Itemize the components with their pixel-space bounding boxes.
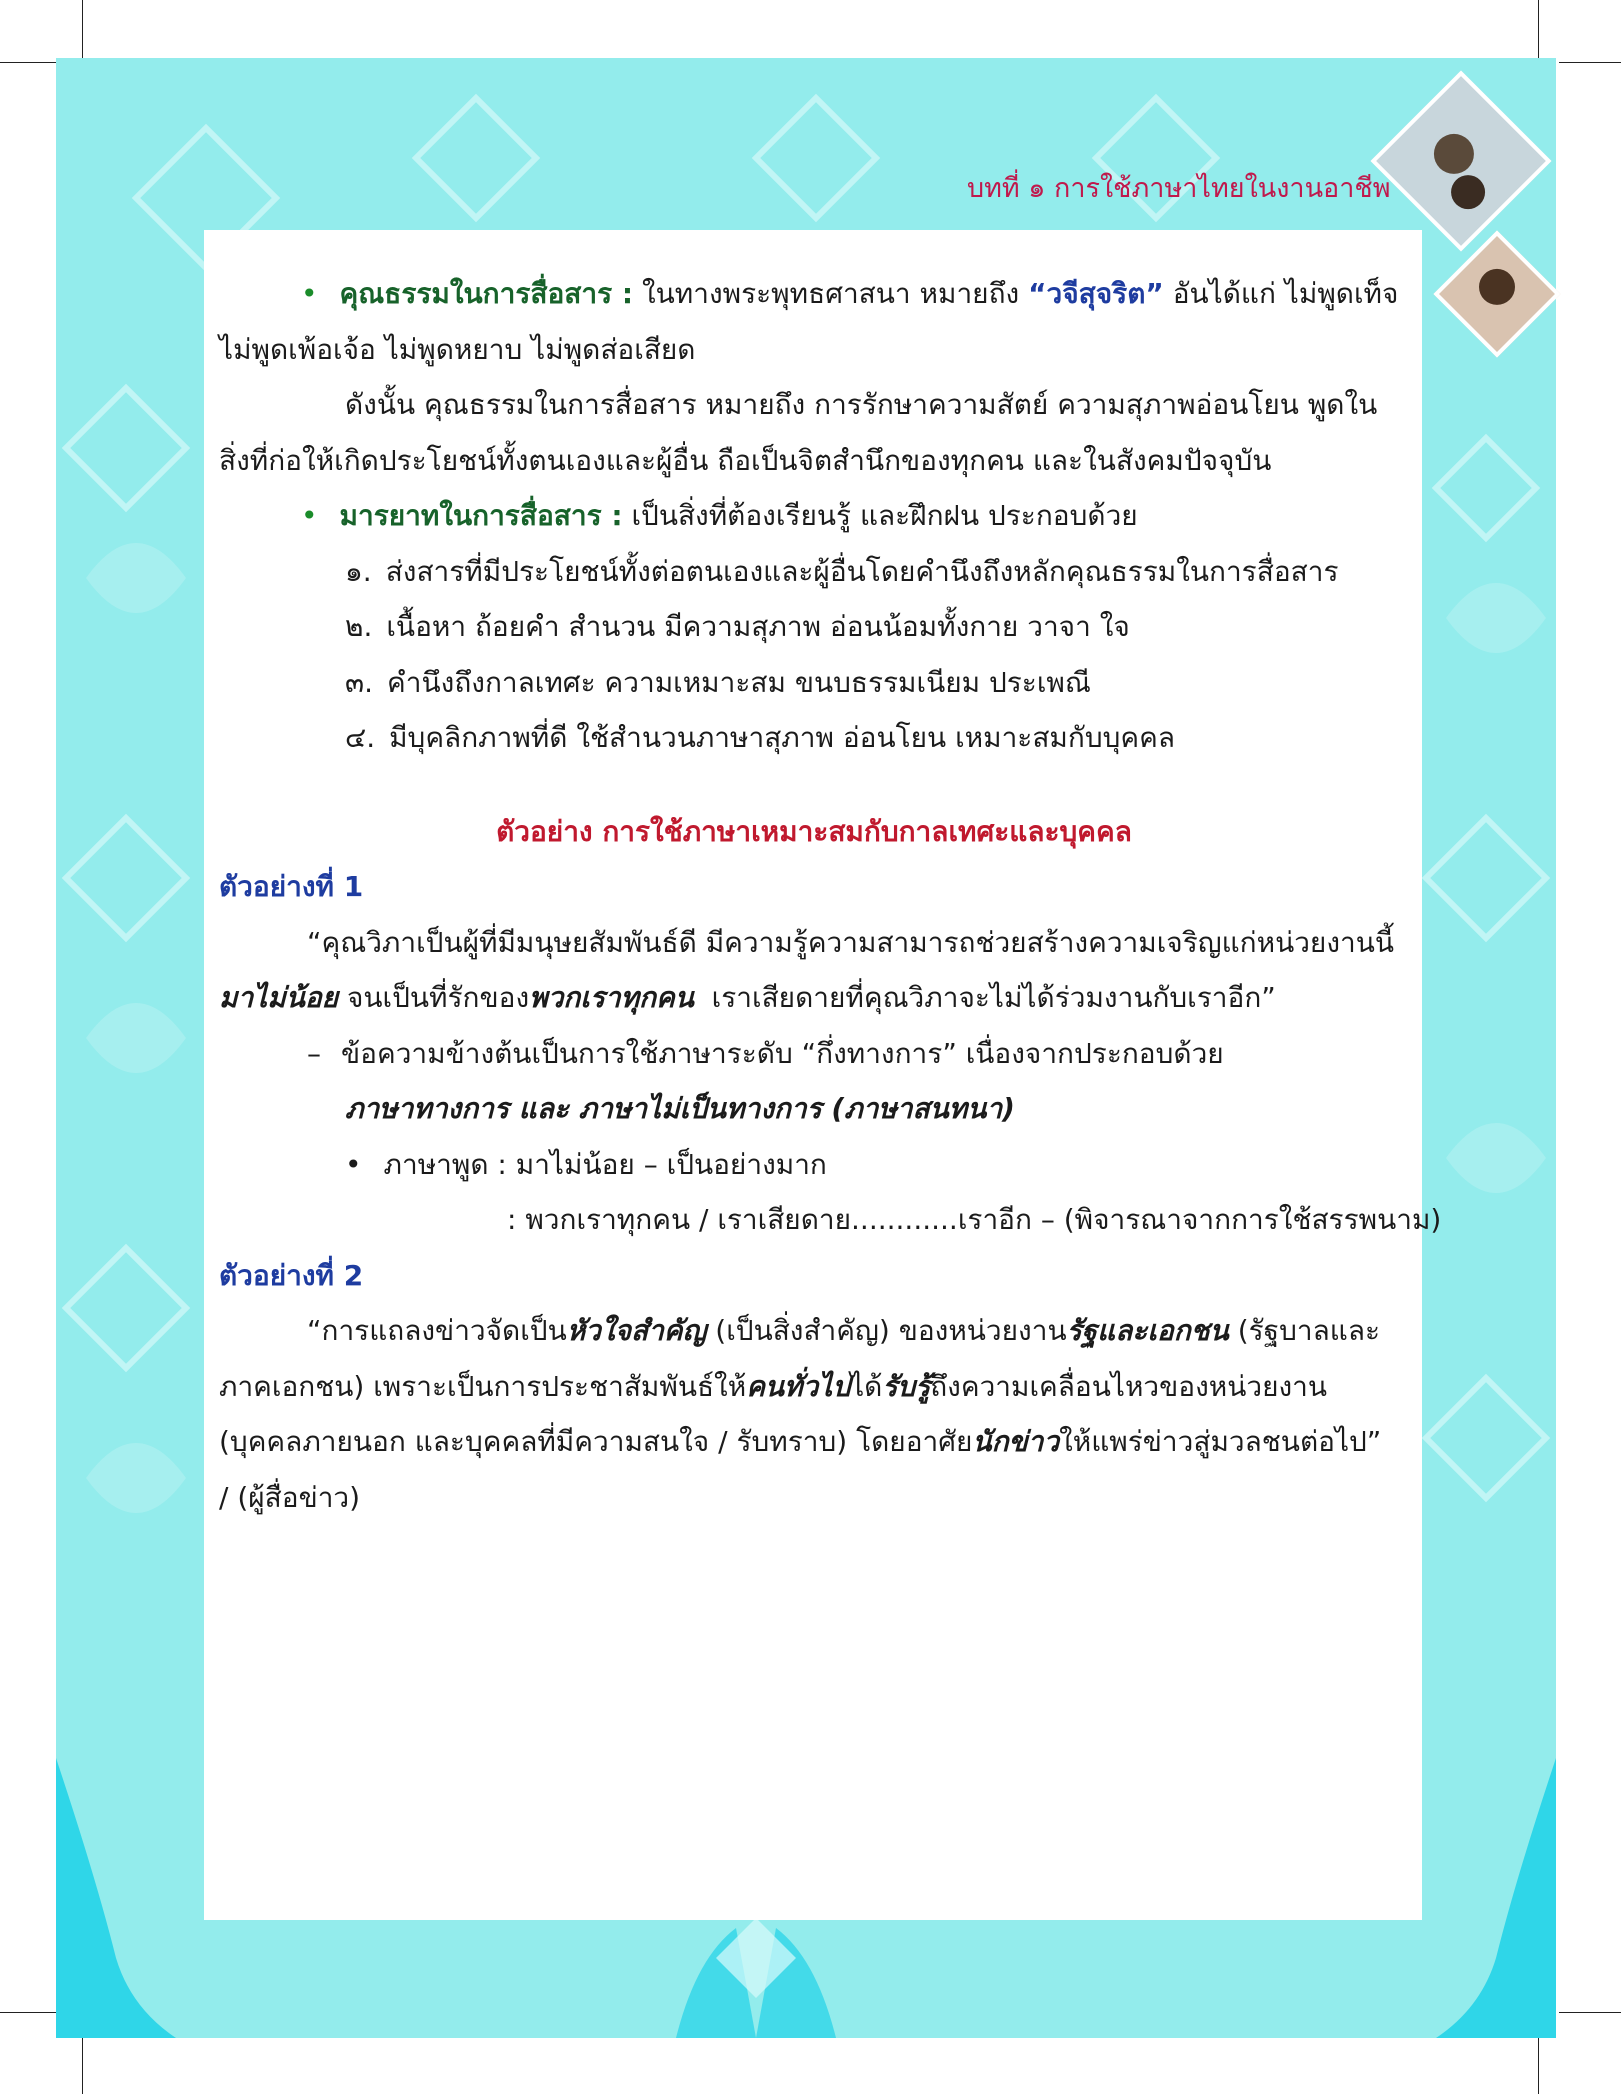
- virtue-paragraph-line-1: ดังนั้น คุณธรรมในการสื่อสาร หมายถึง การรักษาความสัตย์ ความสุภาพอ่อนโยน พูดใน: [345, 388, 1378, 421]
- emphasis: มาไม่น้อย: [219, 981, 339, 1014]
- emphasis: คนทั่วไป: [746, 1369, 851, 1403]
- example-1-label: ตัวอย่างที่ 1: [219, 870, 364, 903]
- quote-text: (เป็นสิ่งสำคัญ) ของหน่วยงาน: [715, 1314, 1067, 1347]
- running-header: [967, 166, 1425, 209]
- example-2-line-1: [219, 1303, 1409, 1359]
- spoken-text: ภาษาพูด : มาไม่น้อย – เป็นอย่างมาก: [383, 1147, 827, 1181]
- chapter-title: บทที่ ๑ การใช้ภาษาไทยในงานอาชีพ: [966, 173, 1391, 204]
- example-1-quote-line-2: [219, 970, 1409, 1026]
- example-2-line-3: [219, 1414, 1409, 1470]
- example-1-analysis-emphasis: [219, 1081, 1409, 1137]
- crop-mark: [82, 0, 83, 60]
- emphasis: พวกเราทุกคน: [529, 981, 694, 1014]
- quote-text: จนเป็นที่รักของ: [347, 981, 530, 1014]
- quote-text: ถึงความเคลื่อนไหวของหน่วยงาน: [930, 1369, 1328, 1403]
- example-1-spoken-2: : พวกเราทุกคน / เราเสียดาย............เราอีก – (พิจารณาจากการใช้สรรพนาม): [507, 1203, 1442, 1236]
- etiquette-item: [219, 655, 1409, 711]
- item-text: มีบุคลิกภาพที่ดี ใช้สำนวนภาษาสุภาพ อ่อนโยน เหมาะสมกับบุคคล: [389, 721, 1175, 754]
- item-number: ๔.: [345, 721, 376, 754]
- crop-mark: [1538, 0, 1539, 60]
- emphasis: หัวใจสำคัญ: [566, 1314, 707, 1347]
- etiquette-item: [219, 710, 1409, 766]
- bullet: •: [301, 277, 318, 310]
- quote-text: (บุคคลภายนอก และบุคคลที่มีความสนใจ / รับทราบ) โดยอาศัย: [219, 1425, 973, 1458]
- photo-figure: [1472, 261, 1523, 312]
- quote-text: (รัฐบาลและ: [1237, 1314, 1381, 1347]
- item-number: ๓.: [345, 665, 374, 699]
- quote-text: เราเสียดายที่คุณวิภาจะไม่ได้ร่วมงานกับเราอีก”: [711, 981, 1276, 1014]
- analysis-text: ข้อความข้างต้นเป็นการใช้ภาษาระดับ “กึ่งทางการ” เนื่องจากประกอบด้วย: [341, 1036, 1224, 1070]
- etiquette-line: [219, 488, 1409, 544]
- example-1-analysis: [219, 1026, 1409, 1082]
- virtue-text-b: อันได้แก่ ไม่พูดเท็จ: [1172, 277, 1399, 310]
- emphasis: นักข่าว: [972, 1425, 1060, 1458]
- crop-mark: [1559, 2012, 1621, 2013]
- crop-mark: [1559, 62, 1621, 63]
- page-content: [219, 266, 1442, 1525]
- virtue-line-2: ไม่พูดเพ้อเจ้อ ไม่พูดหยาบ ไม่พูดส่อเสียด: [219, 332, 696, 366]
- examples-heading: ตัวอย่าง การใช้ภาษาเหมาะสมกับกาลเทศะและบุคคล: [496, 814, 1132, 848]
- virtue-start: [301, 266, 1398, 322]
- bullet: •: [301, 499, 318, 532]
- etiquette-item: [219, 599, 1409, 655]
- emphasis: ภาษาทางการ และ ภาษาไม่เป็นทางการ (ภาษาสนทนา): [345, 1092, 1015, 1125]
- etiquette-text: เป็นสิ่งที่ต้องเรียนรู้ และฝึกฝน ประกอบด้วย: [631, 499, 1138, 532]
- crop-mark: [82, 2034, 83, 2094]
- item-text: ส่งสารที่มีประโยชน์ทั้งต่อตนเองและผู้อื่นโดยคำนึงถึงหลักคุณธรรมในการสื่อสาร: [385, 554, 1339, 588]
- virtue-line: [219, 266, 1409, 322]
- example-2-line-4: / (ผู้สื่อข่าว): [219, 1480, 361, 1514]
- example-2-label: ตัวอย่างที่ 2: [219, 1258, 364, 1292]
- item-text: เนื้อหา ถ้อยคำ สำนวน มีความสุภาพ อ่อนน้อมทั้งกาย วาจา ใจ: [386, 610, 1130, 643]
- example-1-spoken-1: [219, 1137, 1409, 1193]
- photo-figure: [1426, 126, 1483, 183]
- bullet: •: [345, 1147, 362, 1181]
- etiquette-item: [219, 544, 1409, 600]
- virtue-paragraph-line-2: สิ่งที่ก่อให้เกิดประโยชน์ทั้งตนเองและผู้อื่น ถือเป็นจิตสำนึกของทุกคน และในสังคมปัจจุบัน: [219, 443, 1272, 477]
- quote-text: ได้: [850, 1369, 883, 1403]
- example-2-line-2: [219, 1359, 1409, 1415]
- etiquette-title: มารยาทในการสื่อสาร :: [339, 499, 623, 532]
- emphasis: รัฐและเอกชน: [1066, 1314, 1229, 1347]
- quote-text: ให้แพร่ข่าวสู่มวลชนต่อไป”: [1059, 1425, 1382, 1458]
- emphasis: รับรู้: [882, 1369, 931, 1403]
- photo-figure: [1444, 168, 1492, 216]
- item-number: ๑.: [345, 554, 372, 588]
- virtue-title: คุณธรรมในการสื่อสาร :: [339, 277, 634, 310]
- virtue-text-a: ในทางพระพุทธศาสนา หมายถึง: [641, 277, 1020, 310]
- item-number: ๒.: [345, 610, 373, 643]
- quote-text: “การแถลงข่าวจัดเป็น: [307, 1314, 567, 1347]
- crop-mark: [1538, 2034, 1539, 2094]
- quote-text: ภาคเอกชน) เพราะเป็นการประชาสัมพันธ์ให้: [219, 1369, 747, 1403]
- crop-mark: [0, 2012, 62, 2013]
- example-1-quote-line-1: “คุณวิภาเป็นผู้ที่มีมนุษยสัมพันธ์ดี มีความรู้ความสามารถช่วยสร้างความเจริญแก่หน่วยงานนี้: [307, 925, 1395, 959]
- item-text: คำนึงถึงกาลเทศะ ความเหมาะสม ขนบธรรมเนียม ประเพณี: [387, 665, 1091, 699]
- crop-mark: [0, 62, 62, 63]
- virtue-term: “วจีสุจริต”: [1028, 277, 1164, 310]
- dash: –: [307, 1036, 321, 1070]
